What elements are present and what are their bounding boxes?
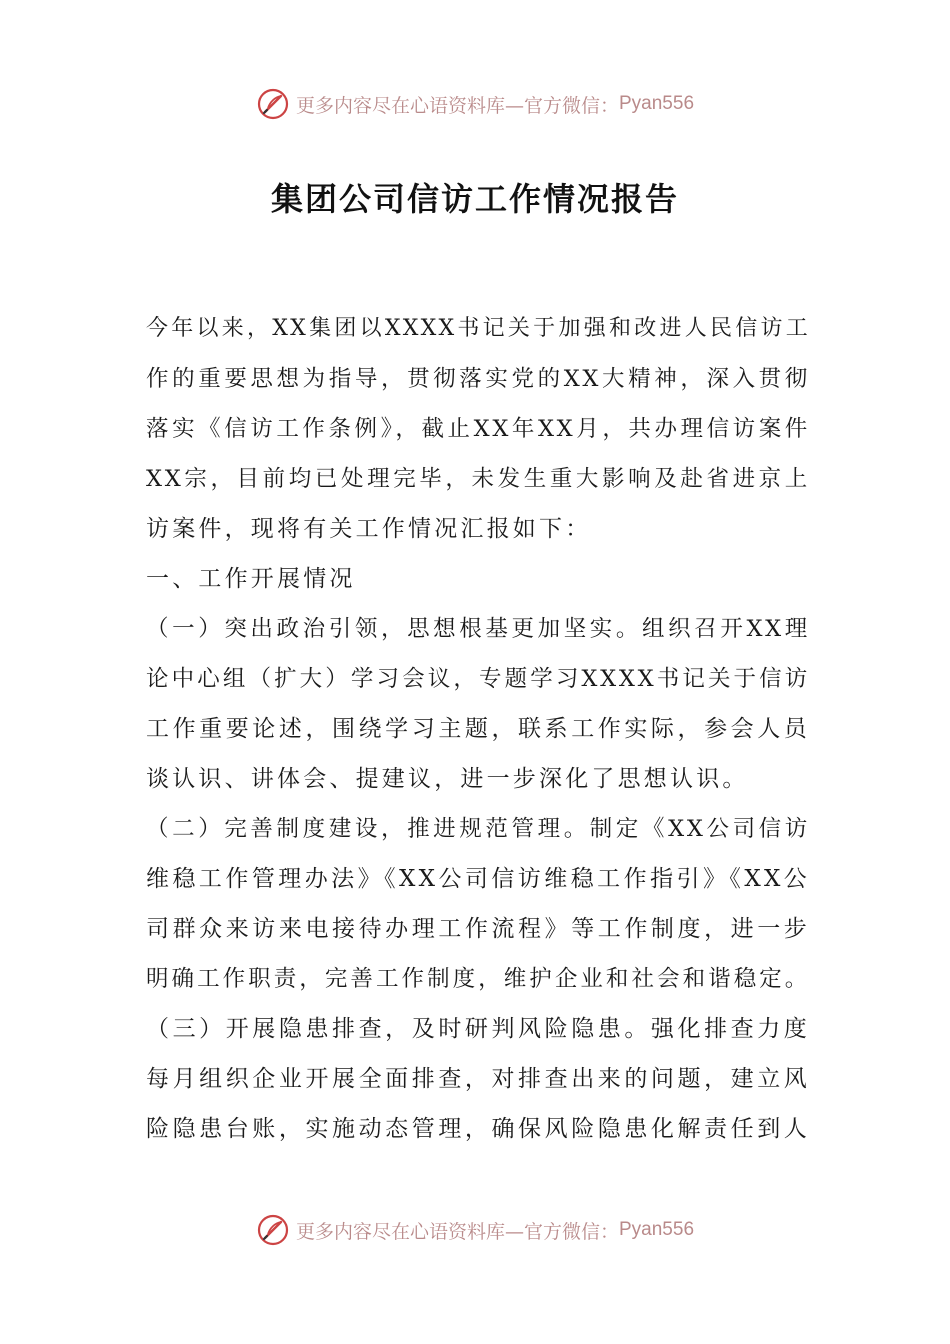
document-title: 集团公司信访工作情况报告 <box>270 180 679 218</box>
body-line: 落实《信访工作条例》，截止XX年XX月，共办理信访案件 <box>146 416 810 442</box>
body-line: （二）完善制度建设，推进规范管理。制定《XX公司信访 <box>146 816 810 842</box>
watermark-text: 更多内容尽在心语资料库—官方微信： <box>295 94 619 117</box>
body-line: 访案件，现将有关工作情况汇报如下： <box>146 516 592 542</box>
body-line: 论中心组（扩大）学习会议，专题学习XXXX书记关于信访 <box>146 666 810 692</box>
body-line: XX宗，目前均已处理完毕，未发生重大影响及赴省进京上 <box>146 466 810 492</box>
body-line: （三）开展隐患排查，及时研判风险隐患。强化排查力度 <box>146 1016 810 1042</box>
quill-logo-icon <box>256 1213 290 1247</box>
body-line: 今年以来，XX集团以XXXX书记关于加强和改进人民信访工 <box>146 316 810 341</box>
watermark-text: 更多内容尽在心语资料库—官方微信： <box>295 1220 619 1243</box>
body-line: 维稳工作管理办法》《XX公司信访维稳工作指引》《XX公 <box>146 866 810 892</box>
watermark-wechat-id: Pyan556 <box>619 93 695 114</box>
body-line: 作的重要思想为指导，贯彻落实党的XX大精神，深入贯彻 <box>146 366 810 392</box>
quill-logo-icon <box>256 87 290 121</box>
body-line: 工作重要论述，围绕学习主题，联系工作实际，参会人员 <box>146 716 810 742</box>
document-body <box>146 304 810 1154</box>
body-line: （一）突出政治引领，思想根基更加坚实。组织召开XX理 <box>146 616 810 642</box>
header-watermark <box>0 82 950 126</box>
body-line: 险隐患台账，实施动态管理，确保风险隐患化解责任到人 <box>146 1116 810 1142</box>
body-line: 明确工作职责，完善工作制度，维护企业和社会和谐稳定。 <box>146 966 810 992</box>
body-line: 每月组织企业开展全面排查，对排查出来的问题，建立风 <box>146 1066 810 1092</box>
body-line: 谈认识、讲体会、提建议，进一步深化了思想认识。 <box>146 766 749 792</box>
watermark-wechat-id: Pyan556 <box>619 1219 695 1240</box>
body-line: 司群众来访来电接待办理工作流程》等工作制度，进一步 <box>146 916 810 942</box>
section-heading: 一、工作开展情况 <box>146 566 356 592</box>
footer-watermark <box>0 1208 950 1252</box>
